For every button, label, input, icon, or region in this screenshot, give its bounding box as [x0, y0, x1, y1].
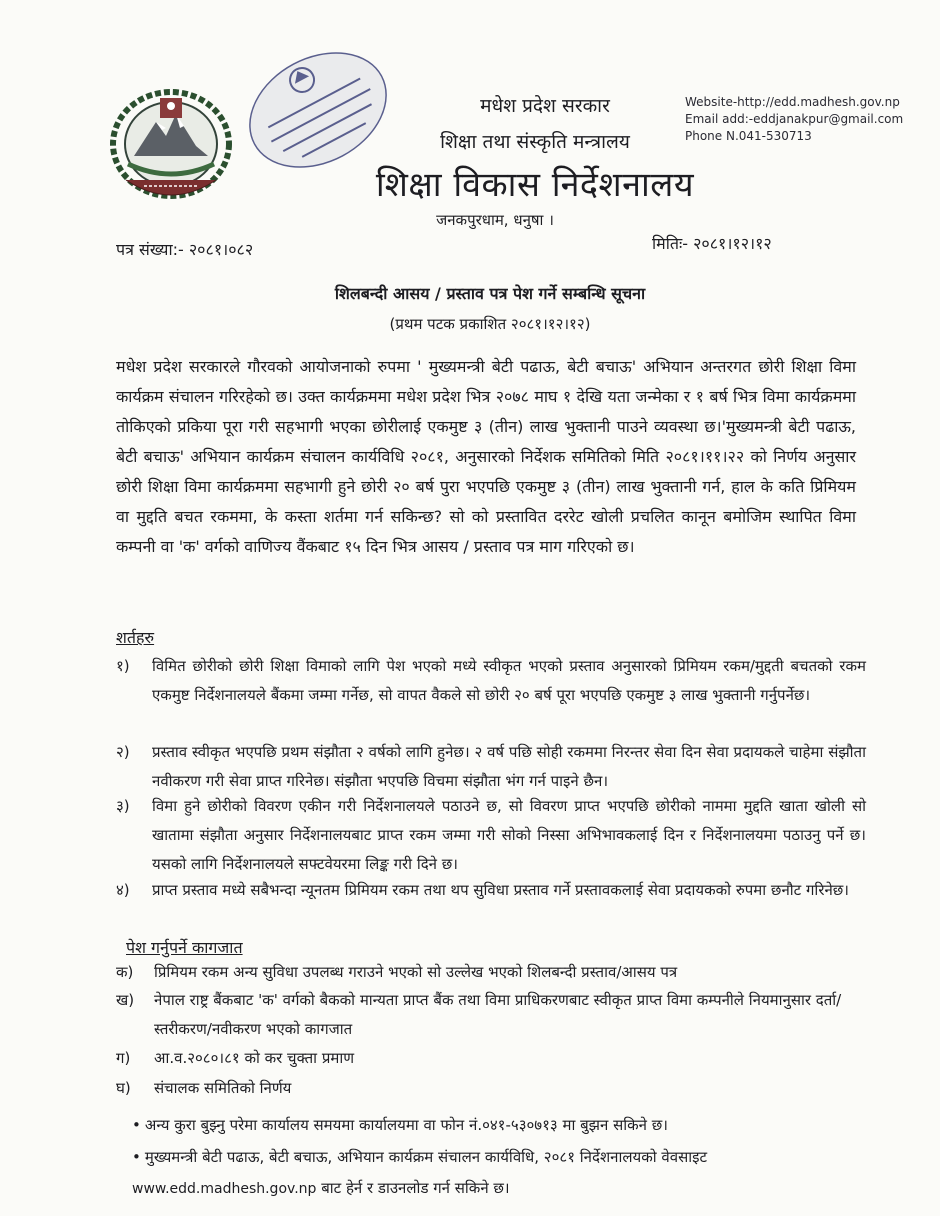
document-text: संचालक समितिको निर्णय — [154, 1079, 292, 1097]
note-contact — [132, 1110, 862, 1141]
condition-item — [116, 652, 866, 710]
website-link[interactable]: www.edd.madhesh.gov.np — [132, 1181, 317, 1197]
publication-note: (प्रथम पटक प्रकाशित २०८१।१२।१२) — [389, 315, 591, 333]
reference-number: पत्र संख्या:- २०८१।०८२ — [116, 240, 254, 259]
document-letter: ग) — [116, 1049, 131, 1067]
document-letter: घ) — [116, 1079, 131, 1097]
condition-item — [116, 738, 866, 796]
condition-item — [116, 792, 866, 879]
email-text: Email add:-eddjanakpur@gmail.com — [685, 112, 904, 126]
website-text: Website-http://edd.madhesh.gov.np — [685, 95, 900, 109]
document-item — [116, 1074, 876, 1103]
document-item — [116, 986, 876, 1044]
note-text: मुख्यमन्त्री बेटी पढाऊ, बेटी बचाऊ, अभियान कार्यक्रम संचालन कार्यविधि, २०८१ निर्देशनालयको वेवसाइट — [144, 1148, 708, 1166]
document-text: आ.व.२०८०।८१ को कर चुक्ता प्रमाण — [154, 1049, 355, 1067]
bullet-icon: • — [132, 1116, 141, 1134]
condition-text: विमा हुने छोरीको विवरण एकीन गरी निर्देशनालयले पठाउने छ, सो विवरण प्राप्त भएपछि छोरीको नाममा मुद्दति खाता खोली सो खातामा संझौता अनुसार निर्देशनालयबाट प्राप्त रकम जम्मा गरी सोको निस्सा अभिभावकलाई दिन र निर्देशनालयमा पठाउनु पर्ने छ।यसको लागि निर्देशनालयले सफ्टवेयरमा लिङ्क गरी दिने छ। — [152, 797, 866, 873]
document-letter: ख) — [116, 991, 135, 1009]
note-text-end: बाट हेर्न र डाउनलोड गर्न सकिने छ। — [316, 1179, 510, 1197]
condition-number: ४) — [116, 881, 130, 899]
note-download — [132, 1142, 862, 1205]
condition-text: प्रस्ताव स्वीकृत भएपछि प्रथम संझौता २ वर्षको लागि हुनेछ। २ वर्ष पछि सोही रकममा निरन्तर सेवा दिन सेवा प्रदायकले चाहेमा संझौता नवीकरण गरी सेवा प्राप्त गरिनेछ। संझौता भएपछि विचमा संझौता भंग गर्न पाइने छैन। — [152, 743, 866, 790]
documents-heading: पेश गर्नुपर्ने कागजात — [126, 938, 243, 957]
letterhead-title — [360, 92, 710, 206]
document-text: नेपाल राष्ट्र बैंकबाट 'क' वर्गको बैकको मान्यता प्राप्त बैंक तथा विमा प्राधिकरणबाट स्वीकृत प्राप्त विमा कम्पनीले नियमानुसार दर्ता/स्तरीकरण/नवीकरण भएको कागजात — [154, 991, 842, 1038]
department-name: शिक्षा विकास निर्देशनालय — [375, 165, 695, 205]
contact-block — [685, 94, 903, 145]
condition-text: प्राप्त प्रस्ताव मध्ये सबैभन्दा न्यूनतम प्रिमियम रकम तथा थप सुविधा प्रस्ताव गर्ने प्रस्तावकलाई सेवा प्रदायकको रुपमा छनौट गरिनेछ। — [152, 881, 849, 899]
office-address: जनकपुरधाम, धनुषा । — [436, 211, 554, 229]
document-item — [116, 958, 876, 987]
government-name: मधेश प्रदेश सरकार — [480, 95, 610, 117]
nepal-emblem-icon — [104, 84, 238, 210]
note-text: अन्य कुरा बुझ्नु परेमा कार्यालय समयमा कार्यालयमा वा फोन नं.०४१-५३०७१३ मा बुझन सकिने छ। — [144, 1116, 668, 1134]
bullet-icon: • — [132, 1148, 141, 1166]
letter-date: मितिः- २०८१।१२।१२ — [652, 234, 772, 253]
condition-number: १) — [116, 657, 130, 675]
condition-item — [116, 876, 866, 905]
conditions-heading: शर्तहरु — [116, 628, 155, 647]
ministry-name: शिक्षा तथा संस्कृति मन्त्रालय — [440, 131, 630, 153]
condition-number: ३) — [116, 797, 130, 815]
phone-text: Phone N.041-530713 — [685, 129, 812, 143]
document-letter: क) — [116, 963, 134, 981]
body-paragraph: मधेश प्रदेश सरकारले गौरवको आयोजनाको रुपमा ' मुख्यमन्त्री बेटी पढाऊ, बेटी बचाऊ' अभियान अन्तरगत छोरी शिक्षा विमा कार्यक्रम संचालन गरिरहेको छ। उक्त कार्यक्रममा मधेश प्रदेश भित्र २०७८ माघ १ देखि यता जन्मेका र १ बर्ष भित्र विमा कार्यक्रममा तोकिएको प्रकिया पूरा गरी सहभागी भएका छोरीलाई एकमुष्ट ३ (तीन) लाख भुक्तानी पाउने व्यवस्था छ।'मुख्यमन्त्री बेटी पढाऊ, बेटी बचाऊ' अभियान कार्यक्रम संचालन कार्यविधि २०८१, अनुसारको निर्देशक समितिको मिति २०८१।११।२२ को निर्णय अनुसार छोरी शिक्षा विमा कार्यक्रममा सहभागी हुने छोरी २० बर्ष पुरा भएपछि एकमुष्ट ३ (तीन) लाख भुक्तानी गर्न, हाल के कति प्रिमियम वा मुद्दति बचत रकममा, के कस्ता शर्तमा गर्न सकिन्छ? सो को प्रस्तावित दररेट खोली प्रचलित कानून बमोजिम स्थापित विमा कम्पनी वा 'क' वर्गको वाणिज्य वैंकबाट १५ दिन भित्र आसय / प्रस्ताव पत्र माग गरिएको छ। — [116, 357, 856, 556]
subject-title: शिलबन्दी आसय / प्रस्ताव पत्र पेश गर्ने सम्बन्धि सूचना — [334, 284, 646, 303]
subject-block — [0, 282, 940, 334]
document-item — [116, 1044, 876, 1073]
condition-text: विमित छोरीको छोरी शिक्षा विमाको लागि पेश भएको मध्ये स्वीकृत भएको प्रस्ताव अनुसारको प्रिमियम रकम/मुद्दती बचतको रकम एकमुष्ट निर्देशनालयले बैंकमा जम्मा गर्नेछ, सो वापत वैकले सो छोरी २० बर्ष पूरा भएपछि एकमुष्ट ३ लाख भुक्तानी गर्नुपर्नेछ। — [152, 657, 866, 704]
document-text: प्रिमियम रकम अन्य सुविधा उपलब्ध गराउने भएको सो उल्लेख भएको शिलबन्दी प्रस्ताव/आसय पत्र — [154, 963, 678, 981]
condition-number: २) — [116, 743, 130, 761]
